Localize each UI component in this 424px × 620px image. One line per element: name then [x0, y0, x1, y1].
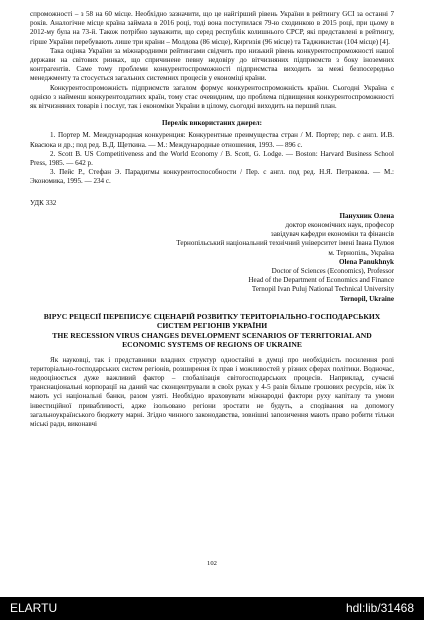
- author-position-en: Head of the Department of Economics and Finance: [248, 276, 394, 285]
- article-title: [30, 312, 394, 350]
- author-position-ua: завідувач кафедри економіки та фінансів: [270, 230, 394, 239]
- title-ua: ВІРУС РЕЦЕСІЇ ПЕРЕПИСУЄ СЦЕНАРІЙ РОЗВИТКУ ТЕРИТОРІАЛЬНО-ГОСПОДАРСЬКИХ СИСТЕМ РЕГІОНІВ УКРАЇНИ: [43, 311, 381, 331]
- title-en: THE RECESSION VIRUS CHANGES DEVELOPMENT SCENARIOS OF TERRITORIAL AND ECONOMIC SYSTEMS OF REGIONS OF UKRAINE: [52, 330, 372, 350]
- references-heading: Перелік використаних джерел:: [161, 119, 263, 128]
- handle-link[interactable]: hdl:lib/31468: [345, 601, 414, 615]
- reference-item: 2. Scott B. US Competitiveness and the World Economy / B. Scott, G. Lodge. — Boston: Harvard Business School Press, 1985. — 642 p.: [30, 149, 394, 168]
- references-list: [30, 131, 394, 186]
- paragraph: Як науковці, так і представники владних структур одностайні в думці про необхідність посилення ролі територіально-господарських систем регіонів, розширення їх прав і можливостей у різних сферах політики. Водночас, недооціноється дуже важливий фактор – глобалізація світогосподарських процесів. Наприклад, сучасні транснаціональні корпорації на даний час сконцентрували в своїх руках у 4-5 разів більше грошових ресурсів, ніж їх мають усі національні банки, разом узяті. Необхідно враховувати міжнародні фактори руху капіталу та умови інвестиційної привабливості, адже ізольовано регіони зростати не будуть, а сподівання на допомогу загальноукраїнського бюджету марні. Згідно чинного законодавства, зовнішні запозичення мають право робити тільки міські ради, виконавчі: [30, 355, 394, 428]
- reference-item: 1. Портер М. Международная конкуренция: Конкурентные преимущества стран / М. Портер; пер. с англ. И.В. Квасюка и др.; под ред. В.Д. Щеткина. — М.: Международные отношения, 1993. — 896 с.: [30, 131, 394, 149]
- repository-name: ELARTU: [10, 601, 58, 615]
- author-city-ua: м. Тернопіль, Україна: [328, 248, 394, 257]
- paragraph: Конкурентоспроможність підприємств загалом формує конкурентоспроможність країни. Сьогодні Україна є однією з найменш конкурентоздатних країн, тому стає очевидним, що проблема підвищення конкурентоспроможності як вітчизняних товарів і послуг, так і економіки України в цілому, сьогодні виходить на перший план.: [30, 83, 394, 111]
- repository-footer: [0, 597, 424, 620]
- author-city-en: Ternopil, Ukraine: [339, 294, 394, 303]
- author-name-en: Olena Panukhnyk: [338, 257, 394, 266]
- author-affiliation-en: Ternopil Ivan Puluj National Technical University: [251, 285, 394, 294]
- reference-item: 3. Пейс Р., Стефан Э. Парадигмы конкурентоспособности / Пер. с англ. под ред. Н.Я. Петракова. — М.: Экономика, 1995. — 234 с.: [30, 168, 394, 186]
- author-degree-en: Doctor of Sciences (Economics), Professor: [271, 267, 394, 276]
- author-affiliation-ua: Тернопільський національний технічний університет імені Івана Пулюя: [176, 239, 394, 248]
- paragraph-continuation: спроможності – з 58 на 60 місце. Необхідно зазначити, що це найгірший рівень України в рейтингу GCI за останні 7 років. Аналогічне місце країна займала в 2016 році, тоді вона поступилася 79-ю сходинкою в 2015 році, при цьому в 2012-му була на 73-й. Також потрібно зауважити, що серед республік колишнього СРСР, які представлені в рейтингу, гірше України перебувають лише три країни – Молдова (86 місце), Киргизія (96 місце) та Таджикистан (104 місце) [4].: [30, 10, 394, 46]
- author-name-ua: Панухник Олена: [339, 211, 394, 220]
- page-content: [30, 10, 394, 429]
- udc-code: УДК 332: [30, 198, 57, 207]
- author-block: [30, 212, 394, 304]
- paragraph: Така оцінка України за міжнародними рейтингами свідчить про низький рівень конкурентоспроможності нашої держави на світових ринках, що спричинене певну недовіру до вітчизняних підприємств з боку іноземних контрагентів. Саме тому проблеми конкурентоспроможності підприємства виходить за межі безпосередньо менеджменту та стосується загальних системних процесів у економіці країни.: [30, 46, 394, 83]
- page-number: 102: [207, 560, 217, 567]
- author-degree-ua: доктор економічних наук, професор: [285, 221, 394, 230]
